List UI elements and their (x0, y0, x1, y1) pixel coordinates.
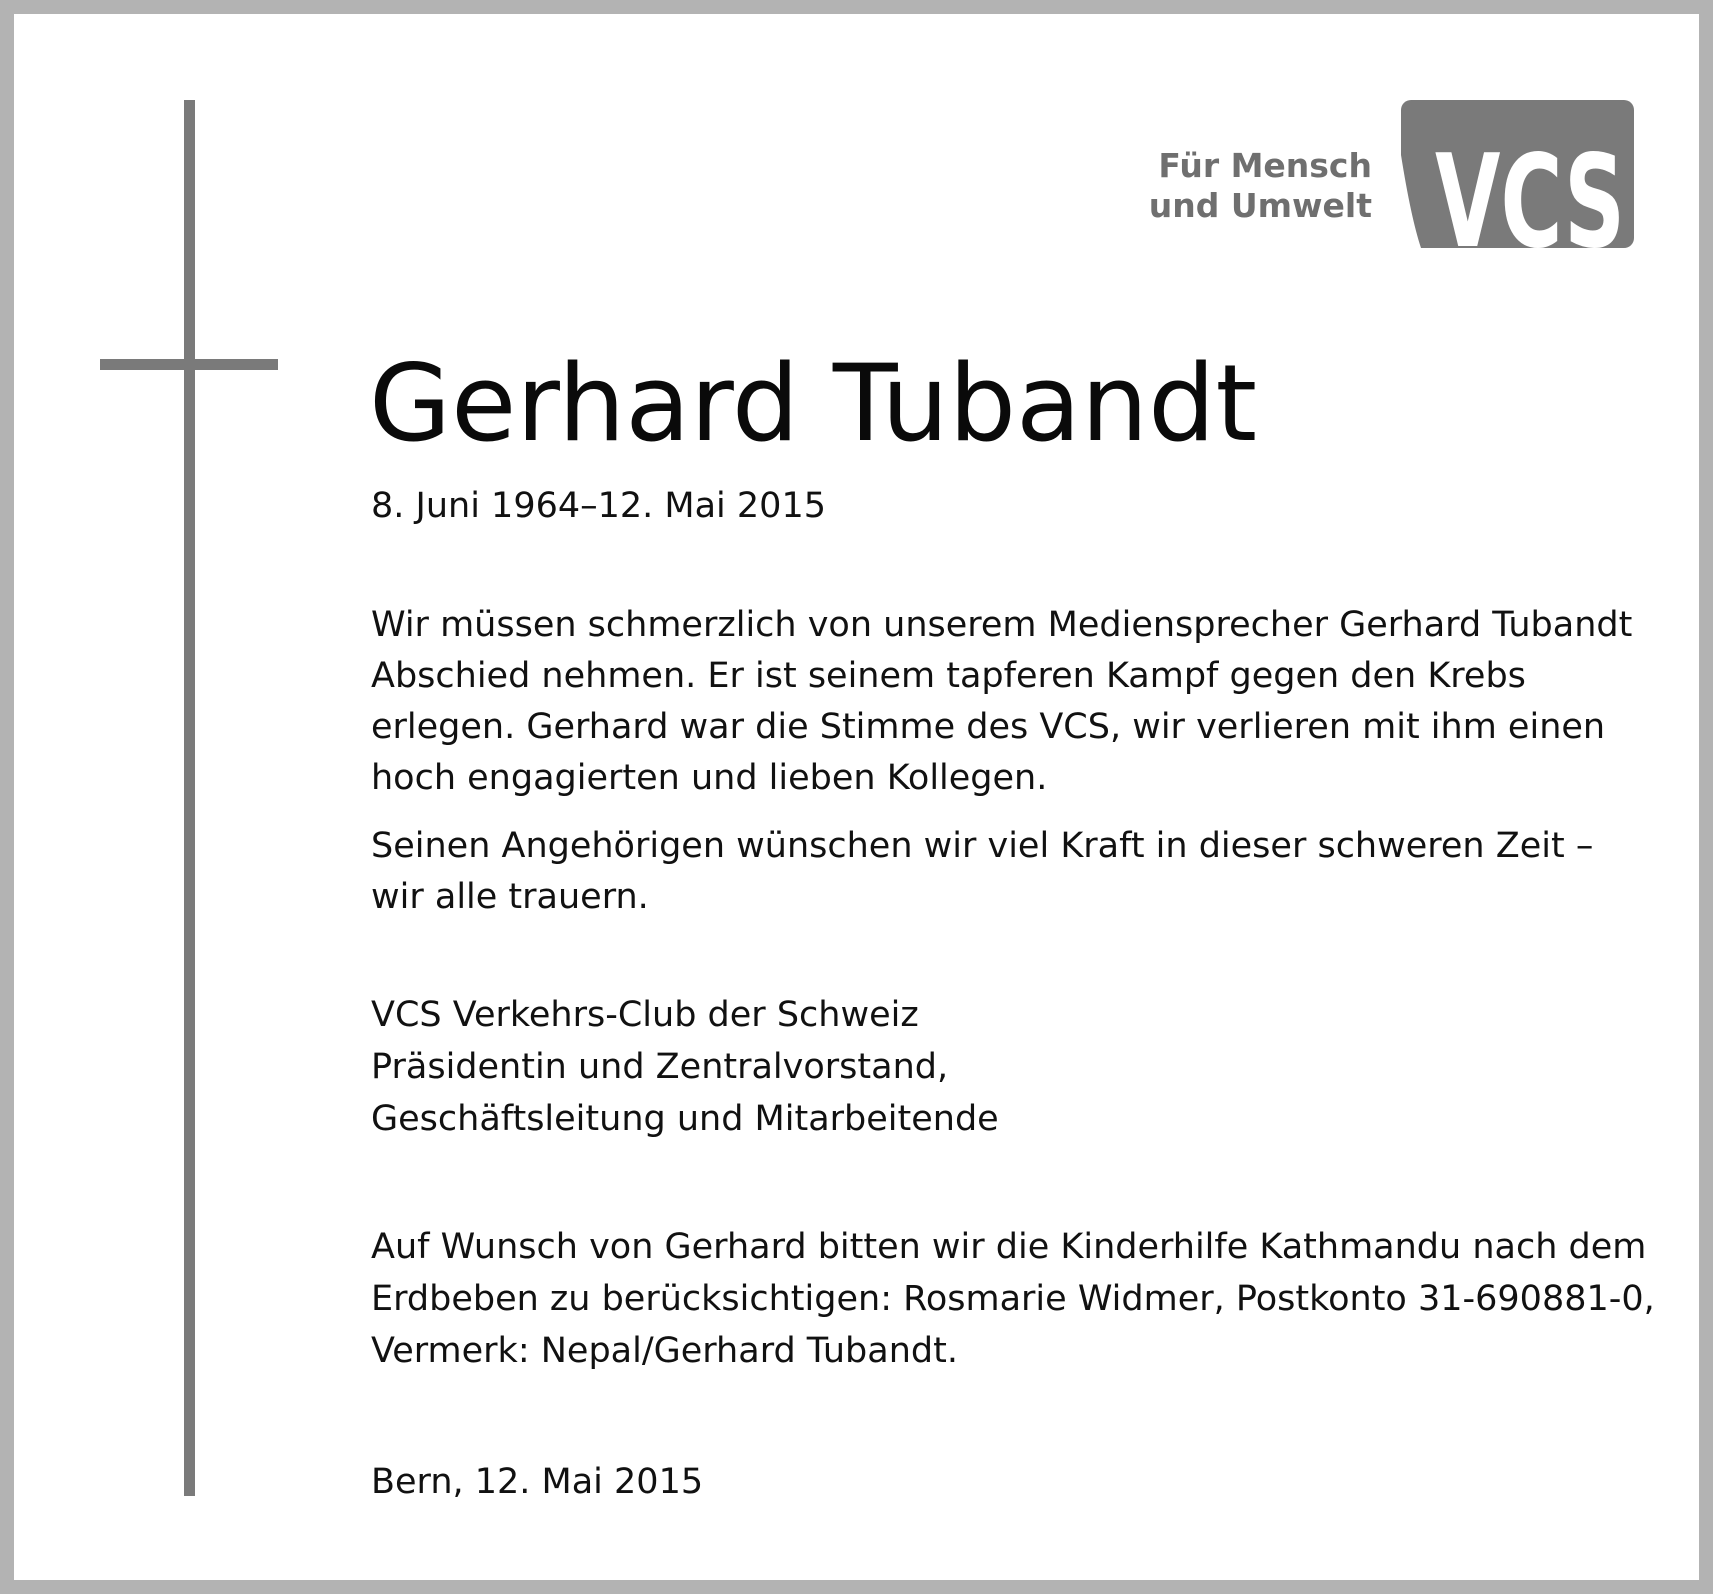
vcs-wordmark-icon (1401, 100, 1634, 277)
cross-vertical-bar (184, 100, 195, 1496)
life-dates: 8. Juni 1964–12. Mai 2015 (371, 486, 826, 526)
signature-line: Präsidentin und Zentralvorstand, (371, 1047, 949, 1087)
condolence-paragraph (371, 821, 1669, 923)
condolence-line: Seinen Angehörigen wünschen wir viel Kraft in dieser schweren Zeit – (371, 826, 1594, 866)
signature-block (371, 989, 1669, 1145)
place-and-date: Bern, 12. Mai 2015 (371, 1462, 704, 1502)
logo-tagline-line2: und Umwelt (1148, 186, 1372, 225)
obituary-content (369, 344, 1669, 1508)
cross-horizontal-bar (100, 359, 278, 370)
message-paragraph (371, 600, 1669, 804)
logo-tagline (1149, 146, 1372, 226)
message-line: erlegen. Gerhard war die Stimme des VCS, wir verlieren mit ihm einen (371, 707, 1606, 747)
message-line: Wir müssen schmerzlich von unserem Mediensprecher Gerhard Tubandt (371, 605, 1633, 645)
vcs-logo (1148, 100, 1634, 277)
message-line: Abschied nehmen. Er ist seinem tapferen Kampf gegen den Krebs (371, 656, 1526, 696)
signature-line: Geschäftsleitung und Mitarbeitende (371, 1099, 999, 1139)
donation-line: Auf Wunsch von Gerhard bitten wir die Kinderhilfe Kathmandu nach dem (371, 1227, 1647, 1267)
donation-line: Vermerk: Nepal/Gerhard Tubandt. (371, 1331, 958, 1371)
deceased-name: Gerhard Tubandt (369, 342, 1258, 465)
logo-wordmark-text: VCS (1435, 128, 1625, 277)
condolence-line: wir alle trauern. (371, 877, 649, 917)
donation-line: Erdbeben zu berücksichtigen: Rosmarie Widmer, Postkonto 31-690881-0, (371, 1279, 1655, 1319)
signature-line: VCS Verkehrs-Club der Schweiz (371, 995, 919, 1035)
donation-paragraph (371, 1221, 1669, 1377)
message-line: hoch engagierten und lieben Kollegen. (371, 758, 1048, 798)
logo-wordmark-box (1401, 100, 1634, 277)
logo-tagline-line1: Für Mensch (1158, 146, 1372, 185)
